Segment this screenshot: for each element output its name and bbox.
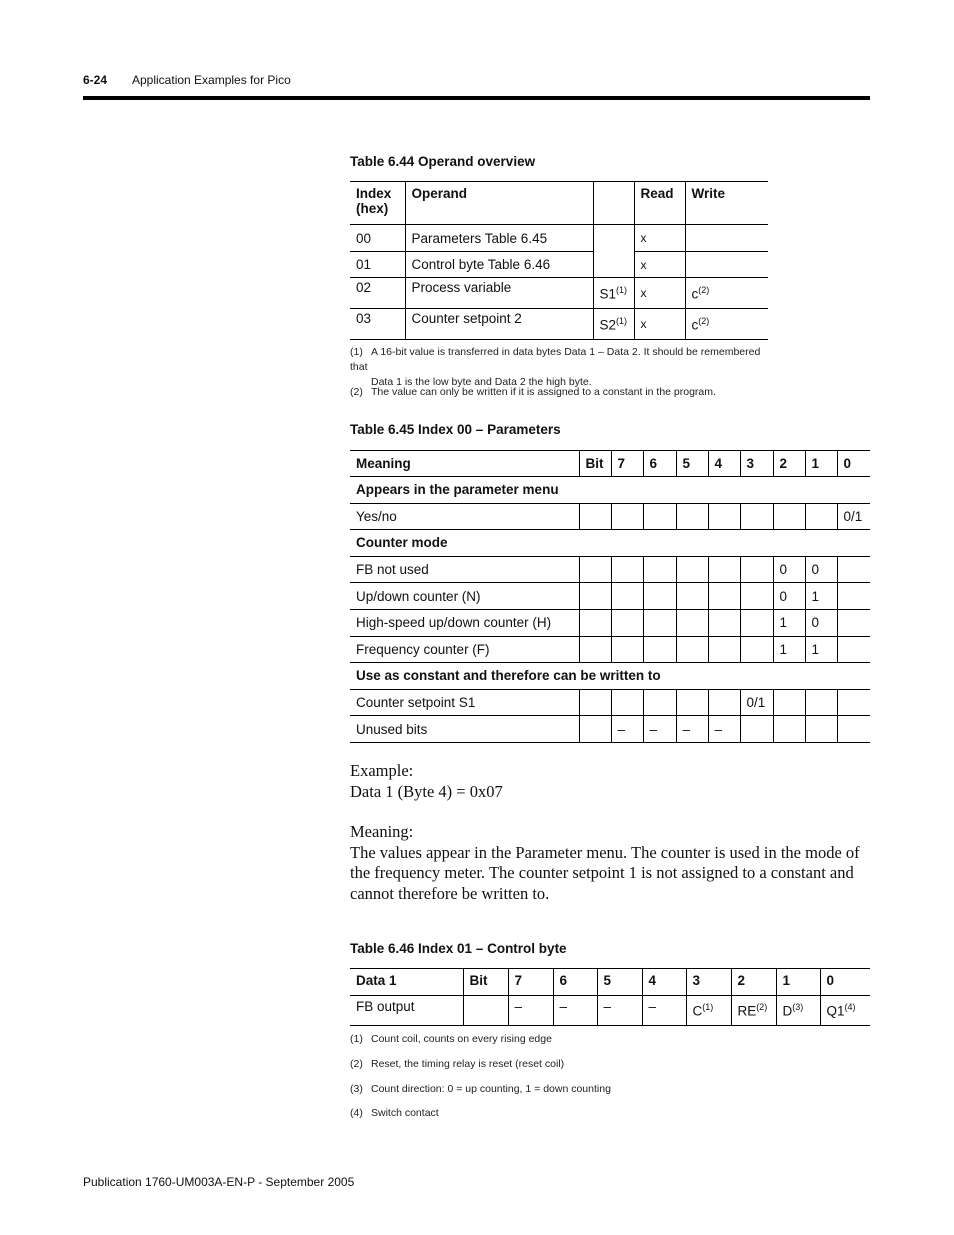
table-row: FB not used 0 0 bbox=[350, 556, 870, 583]
header-read: Read bbox=[634, 182, 685, 225]
table-row: Frequency counter (F) 1 1 bbox=[350, 636, 870, 663]
table-row: Up/down counter (N) 0 1 bbox=[350, 583, 870, 610]
table-row: 02 Process variable S1$^{(1)}$ x $c^{(2)}$ bbox=[350, 278, 768, 309]
running-header bbox=[83, 73, 291, 87]
meaning-label: Meaning: bbox=[350, 822, 414, 841]
table-row: Counter setpoint S1 0/1 bbox=[350, 689, 870, 716]
section-row: Use as constant and therefore can be written to bbox=[350, 663, 870, 690]
header-operand: Operand bbox=[405, 182, 593, 225]
table-row: 03 Counter setpoint 2 S2$^{(1)}$ x $c^{(2)}$ bbox=[350, 309, 768, 340]
page-number: 6-24 bbox=[83, 73, 108, 87]
table-6-44-caption: Table 6.44 Operand overview bbox=[350, 154, 536, 169]
table-row: 00 Parameters Table 6.45 x bbox=[350, 225, 768, 252]
footnote: (3) Count direction: 0 = up counting, 1 = down counting bbox=[350, 1083, 611, 1095]
table-header-row bbox=[350, 182, 768, 225]
example-label: Example: bbox=[350, 761, 414, 780]
section-row: Appears in the parameter menu bbox=[350, 477, 870, 504]
control-byte-table bbox=[350, 968, 870, 1026]
footnote: (1) Count coil, counts on every rising edge bbox=[350, 1033, 552, 1045]
section-row: Counter mode bbox=[350, 530, 870, 557]
parameters-table bbox=[350, 450, 870, 743]
meaning-paragraph: The values appear in the Parameter menu. The counter is used in the mode of the frequency meter. The counter setpoint 1 is not assigned to a constant and cannot therefore be written to. bbox=[350, 842, 860, 903]
table-row: High-speed up/down counter (H) 1 0 bbox=[350, 609, 870, 636]
operand-overview-table bbox=[350, 181, 768, 340]
table-6-45-caption: Table 6.45 Index 00 – Parameters bbox=[350, 422, 561, 437]
footnote: (4) Switch contact bbox=[350, 1107, 439, 1119]
table-6-46-caption: Table 6.46 Index 01 – Control byte bbox=[350, 941, 567, 956]
table-row: Unused bits – – – – bbox=[350, 716, 870, 743]
table-header-row: Meaning Bit 7 6 5 4 3 2 1 0 bbox=[350, 451, 870, 477]
header-write: Write bbox=[685, 182, 768, 225]
header-symbol bbox=[593, 182, 634, 225]
example-block bbox=[350, 761, 870, 802]
header-index: Index (hex) bbox=[350, 182, 405, 225]
meaning-block bbox=[350, 822, 870, 904]
example-value: Data 1 (Byte 4) = 0x07 bbox=[350, 781, 503, 801]
publication-footer: Publication 1760-UM003A-EN-P - September 2005 bbox=[83, 1175, 355, 1189]
table-header-row: Data 1 Bit 7 6 5 4 3 2 1 0 bbox=[350, 969, 870, 996]
footnote: (1) A 16-bit value is transferred in data bytes Data 1 – Data 2. It should be remembered that Data 1 is the low byte and Data 2 the high byte. bbox=[350, 346, 761, 388]
footnote: (2) The value can only be written if it is assigned to a constant in the program. bbox=[350, 386, 716, 398]
table-row: FB output – – – – $C^{(1)}$ RE$^{(2)}$ $D^{(3)}$ Q1$^{(4)}$ bbox=[350, 996, 870, 1026]
footnote: (2) Reset, the timing relay is reset (reset coil) bbox=[350, 1058, 565, 1070]
chapter-title: Application Examples for Pico bbox=[132, 73, 291, 87]
table-row: 01 Control byte Table 6.46 x bbox=[350, 252, 768, 278]
table-row: Yes/no 0/1 bbox=[350, 503, 870, 530]
header-rule bbox=[83, 96, 870, 100]
